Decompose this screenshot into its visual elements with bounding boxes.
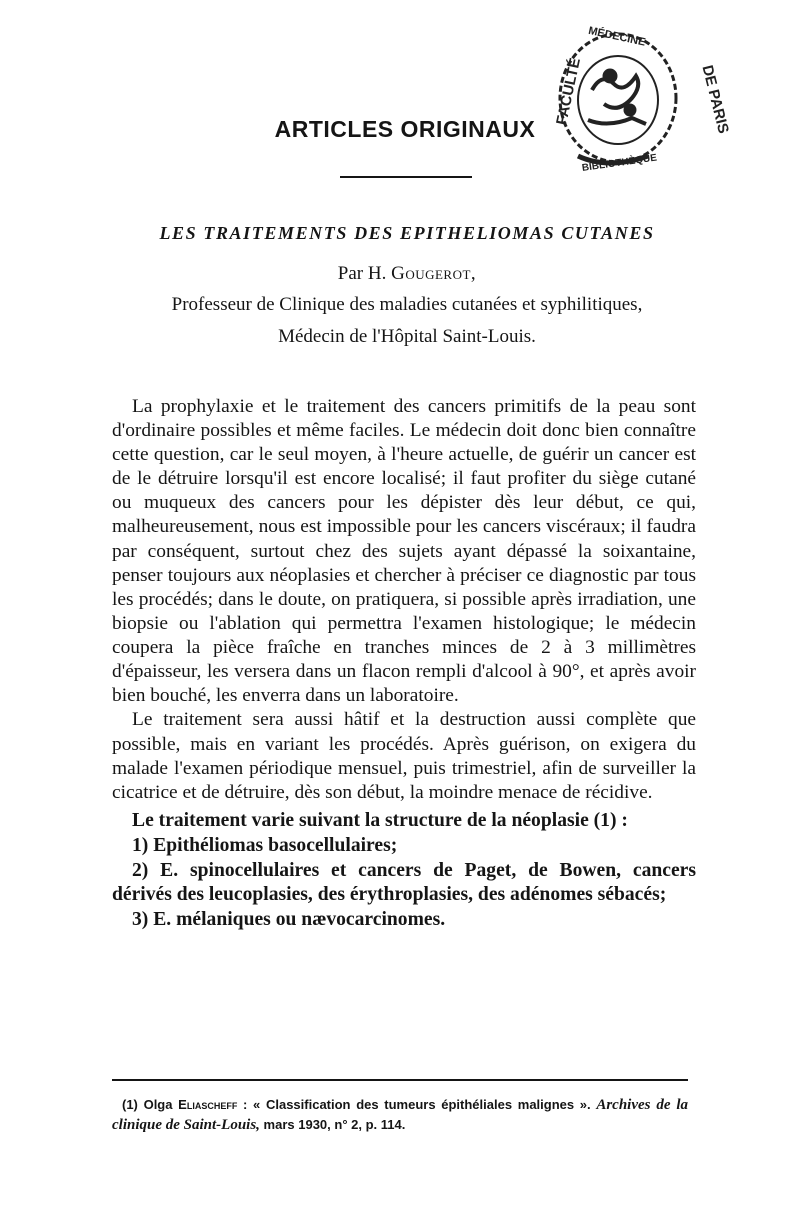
stamp-text-left: FACULTÉ [553,56,584,127]
article-body [112,395,696,932]
footnote [112,1095,688,1135]
body-paragraph: La prophylaxie et le traitement des cancers primitifs de la peau sont d'ordinaire possibles et même faciles. Le médecin doit donc bien connaître cette question, car le seul moyen, à l'heure actuelle, de guérir un cancer est de le détruire lorsqu'il est encore localisé; il faut profiter du siège cutané ou muqueux des cancers pour les dépister dès leur début, ce qui, malheureusement, nous est impossible pour les cancers viscéraux; il faudra par conséquent, surtout chez des sujets ayant dépassé la soixantaine, penser toujours aux néoplasies et chercher à préciser ce diagnostic par tous les procédés; dans le doute, on pratiquera, si possible après irradiation, une biopsie ou l'ablation qui permettra l'examen histologique; le médecin coupera la pièce fraîche en tranches minces de 2 à 3 millimètres d'épaisseur, les versera dans un flacon rempli d'alcool à 90°, et après avoir bien bouché, les enverra dans un laboratoire. [112,396,696,707]
list-item: 1) Epithéliomas basocellulaires; [132,835,398,856]
stamp-text-bottom: BIBLIOTHÈQUE [581,152,658,174]
list-intro: Le traitement varie suivant la structure de la néoplasie (1) : [132,810,628,832]
author-name: Gougerot, [391,263,477,284]
footnote-divider [112,1079,688,1081]
article-title: LES TRAITEMENTS DES EPITHELIOMAS CUTANES [159,223,655,243]
author-affiliation-2: Médecin de l'Hôpital Saint-Louis. [278,326,536,347]
section-heading: ARTICLES ORIGINAUX [274,116,536,142]
library-stamp [548,16,732,174]
byline [118,263,696,285]
footnote-marker: (1) Olga [122,1097,179,1112]
footnote-text: : « Classification des tumeurs épithéliales malignes ». [237,1097,597,1112]
body-paragraph: Le traitement sera aussi hâtif et la destruction aussi complète que possible, mais en variant les procédés. Après guérison, on exigera du malade l'examen périodique mensuel, puis trimestriel, afin de surveiller la cicatrice et de détruire, dès son début, la moindre menace de récidive. [112,709,696,804]
footnote-author: Eliascheff [178,1097,238,1112]
footnote-journal: Archives de la clinique de Saint-Louis, [112,1097,688,1133]
treatment-list [112,809,696,932]
author-affiliation-1: Professeur de Clinique des maladies cutanées et syphilitiques, [171,294,643,315]
footnote-citation: mars 1930, n° 2, p. 114. [259,1117,406,1132]
stamp-text-right: DE PARIS [698,63,732,136]
list-item: 3) E. mélaniques ou nævocarcinomes. [132,908,446,930]
list-item: 2) E. spinocellulaires et cancers de Paget, de Bowen, cancers dérivés des leucoplasies, des érythroplasies, des adénomes sébacés; [112,859,696,906]
byline-prefix: Par H. [337,263,392,284]
stamp-text-top: MÉDECINE [587,24,647,49]
heading-divider [340,176,472,178]
